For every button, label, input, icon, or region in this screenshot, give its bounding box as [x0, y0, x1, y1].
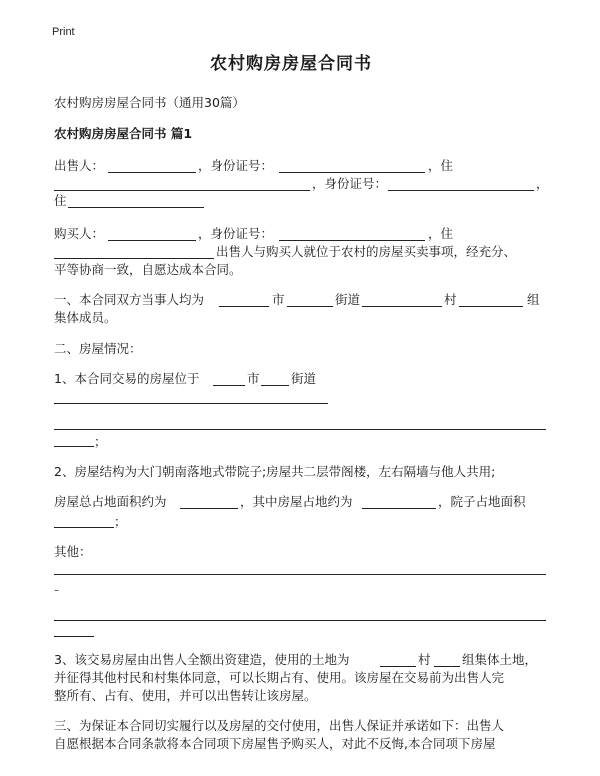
item-3-village: 村 — [418, 652, 431, 667]
buyer-address-label: ，住 — [428, 226, 454, 241]
item-3-text: 3、该交易房屋由出售人全额出资建造，使用的土地为 — [54, 652, 350, 667]
item-1-street-blank — [261, 385, 289, 386]
seller-id-blank-2 — [388, 190, 534, 191]
seller-address-label: ，住 — [428, 158, 454, 173]
buyer-id-label: ，身份证号： — [198, 226, 274, 241]
house-area-label: ，其中房屋占地约为 — [240, 494, 353, 509]
article-1-city: 市 — [272, 292, 285, 307]
seller-name-blank — [108, 172, 196, 173]
article-1-street: 街道 — [335, 292, 361, 307]
article-2-title: 二、房屋情况： — [54, 341, 142, 356]
area-end: ； — [114, 514, 127, 529]
article-3-line-2: 自愿根据本合同条款将本合同项下房屋售予购买人，对此不反悔,本合同项下房屋 — [54, 736, 496, 751]
other-blank-3 — [54, 636, 94, 637]
buyer-name-blank — [108, 240, 196, 241]
seller-address-label-2: 住 — [54, 193, 67, 208]
comma: ， — [536, 176, 549, 191]
document-title: 农村购房房屋合同书 — [210, 54, 372, 74]
yard-area-label: ，院子占地面积 — [438, 494, 526, 509]
location-blank-2 — [54, 429, 546, 430]
house-area-blank — [362, 508, 436, 509]
item-3-group-blank — [434, 666, 460, 667]
city-blank — [219, 306, 269, 307]
article-1-village: 村 — [444, 292, 457, 307]
article-1-group: 组 — [527, 292, 540, 307]
semicolon: ； — [94, 434, 107, 449]
seller-label: 出售人： — [54, 158, 105, 173]
item-3-line-2: 并征得其他村民和村集体同意，可以长期占有、使用。该房屋在交易前为出售人完 — [54, 670, 505, 685]
seller-id-blank — [279, 172, 425, 173]
item-1-text: 1、本合同交易的房屋位于 — [54, 371, 200, 386]
item-1-city: 市 — [247, 371, 260, 386]
total-area-label: 房屋总占地面积约为 — [54, 494, 167, 509]
village-blank — [362, 306, 442, 307]
item-1-city-blank — [213, 385, 245, 386]
seller-id-label: ，身份证号： — [198, 158, 274, 173]
seller-address-blank-2 — [68, 207, 204, 208]
location-blank-1 — [54, 403, 328, 404]
document-subtitle: 农村购房房屋合同书（通用30篇） — [54, 95, 245, 110]
item-3-village-blank — [380, 666, 416, 667]
intro-line-1: 出售人与购买人就位于农村的房屋买卖事项，经充分、 — [216, 244, 517, 259]
total-area-blank — [180, 508, 238, 509]
item-3-group: 组集体土地， — [462, 652, 538, 667]
yard-area-blank — [54, 527, 114, 528]
other-blank-1 — [54, 574, 546, 575]
buyer-id-blank — [279, 240, 425, 241]
item-2-text: 2、房屋结构为大门朝南落地式带院子;房屋共二层带阁楼，左右隔墙与他人共用; — [54, 464, 496, 479]
article-3-line-1: 三、为保证本合同切实履行以及房屋的交付使用，出售人保证并承诺如下：出售人 — [54, 718, 505, 733]
buyer-label: 购买人： — [54, 226, 105, 241]
section-heading: 农村购房房屋合同书 篇1 — [54, 126, 193, 141]
intro-line-2: 平等协商一致，自愿达成本合同。 — [54, 262, 242, 277]
print-link[interactable]: Print — [52, 26, 75, 38]
buyer-address-blank — [54, 258, 214, 259]
other-label: 其他： — [54, 544, 92, 559]
item-3-line-3: 整所有、占有、使用，并可以出售转让该房屋。 — [54, 688, 317, 703]
article-1-text: 一、本合同双方当事人均为 — [54, 292, 205, 307]
seller-address-blank — [54, 190, 310, 191]
group-blank — [459, 306, 523, 307]
street-blank — [287, 306, 333, 307]
item-1-street: 街道 — [291, 371, 317, 386]
article-1-end: 集体成员。 — [54, 310, 117, 325]
other-blank-2 — [54, 620, 546, 621]
dash-mark: – — [54, 585, 59, 596]
seller-id-label-2: ，身份证号： — [312, 176, 388, 191]
location-blank-3 — [54, 446, 94, 447]
